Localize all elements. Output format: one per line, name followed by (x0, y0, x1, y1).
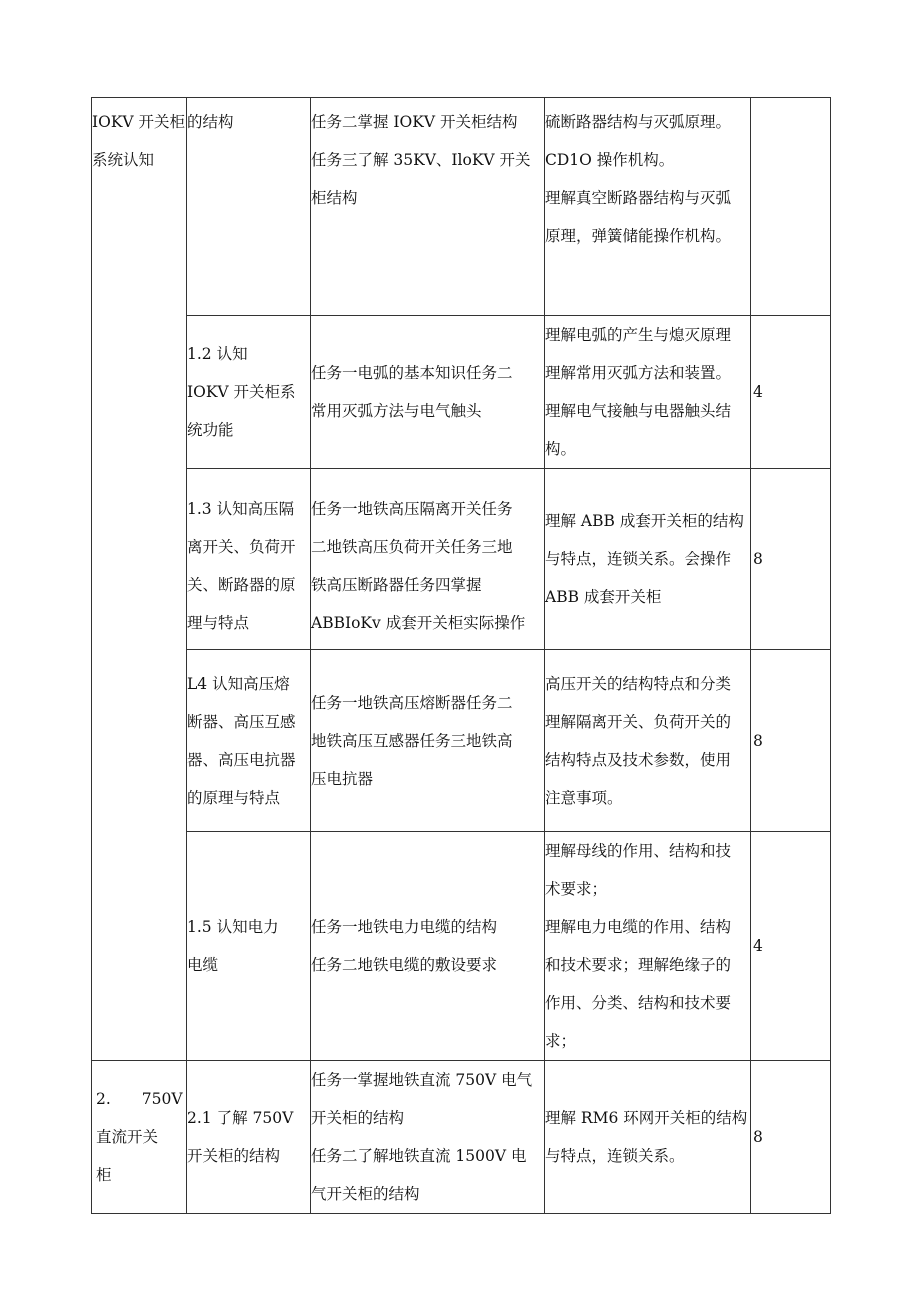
objectives-cell (545, 316, 751, 469)
hours-cell (751, 316, 831, 469)
objectives-text: 硫断路器结构与灭弧原理。 CD1O 操作机构。 理解真空断路器结构与灭弧 原理，弹簧储能操作机构。 (545, 113, 732, 245)
objectives-cell (545, 469, 751, 650)
course-table (91, 97, 831, 1214)
unit-text: 1.3 认知高压隔 离开关、负荷开 关、断路器的原 理与特点 (187, 500, 296, 632)
tasks-text: 任务一地铁高压熔断器任务二 地铁高压互感器任务三地铁高 压电抗器 (311, 693, 513, 788)
module-cell (92, 1061, 187, 1214)
hours-text: 8 (753, 550, 763, 568)
hours-text: 4 (753, 383, 763, 401)
table-row (92, 650, 831, 832)
unit-text: L4 认知高压熔 断器、高压互感 器、高压电抗器 的原理与特点 (187, 674, 296, 807)
objectives-cell (545, 1061, 751, 1214)
tasks-cell (311, 316, 545, 469)
tasks-cell (311, 832, 545, 1061)
unit-cell (187, 650, 311, 832)
tasks-text: 任务二掌握 IOKV 开关柜结构 任务三了解 35KV、IloKV 开关 柜结构 (311, 113, 531, 207)
unit-text: 的结构 (187, 113, 234, 131)
hours-text: 8 (753, 1128, 763, 1146)
unit-cell (187, 469, 311, 650)
table-row (92, 316, 831, 469)
tasks-text: 任务一地铁电力电缆的结构 任务二地铁电缆的敷设要求 (311, 918, 498, 974)
module-title: IOKV 开关柜 系统认知 (92, 113, 186, 169)
unit-cell (187, 1061, 311, 1214)
tasks-text: 任务一地铁高压隔离开关任务 二地铁高压负荷开关任务三地 铁高压断路器任务四掌握 ABBIoKv 成套开关柜实际操作 (311, 500, 526, 632)
unit-cell (187, 316, 311, 469)
unit-text: 1.5 认知电力 电缆 (187, 918, 279, 974)
objectives-text: 理解母线的作用、结构和技 术要求； 理解电力电缆的作用、结构 和技术要求；理解绝缘子的 作用、分类、结构和技术要 求； (545, 842, 732, 1050)
hours-cell (751, 98, 831, 316)
tasks-text: 任务一掌握地铁直流 750V 电气 开关柜的结构 任务二了解地铁直流 1500V 电 气开关柜的结构 (311, 1071, 533, 1203)
unit-text: 2.1 了解 750V 开关柜的结构 (187, 1109, 294, 1165)
objectives-cell (545, 650, 751, 832)
hours-text: 8 (753, 731, 763, 750)
tasks-text: 任务一电弧的基本知识任务二 常用灭弧方法与电气触头 (311, 364, 513, 420)
unit-cell (187, 832, 311, 1061)
objectives-text: 理解 RM6 环网开关柜的结构 与特点，连锁关系。 (545, 1109, 748, 1165)
table-row (92, 1061, 831, 1214)
table-row (92, 469, 831, 650)
tasks-cell (311, 469, 545, 650)
table-row (92, 832, 831, 1061)
tasks-cell (311, 1061, 545, 1214)
objectives-text: 理解电弧的产生与熄灭原理 理解常用灭弧方法和装置。 理解电气接触与电器触头结 构。 (545, 326, 732, 458)
module-cell (92, 98, 187, 1061)
objectives-text: 高压开关的结构特点和分类 理解隔离开关、负荷开关的 结构特点及技术参数，使用 注意事项。 (545, 674, 732, 807)
objectives-text: 理解 ABB 成套开关柜的结构 与特点，连锁关系。会操作 ABB 成套开关柜 (545, 512, 744, 606)
tasks-cell (311, 650, 545, 832)
hours-cell (751, 650, 831, 832)
objectives-cell (545, 98, 751, 316)
objectives-cell (545, 832, 751, 1061)
hours-text: 4 (753, 937, 763, 955)
hours-cell (751, 1061, 831, 1214)
table-row (92, 98, 831, 316)
hours-cell (751, 469, 831, 650)
hours-cell (751, 832, 831, 1061)
module-title: 2. 750V 直流开关 柜 (96, 1090, 183, 1184)
tasks-cell (311, 98, 545, 316)
unit-text: 1.2 认知 IOKV 开关柜系 统功能 (187, 345, 296, 439)
unit-cell (187, 98, 311, 316)
